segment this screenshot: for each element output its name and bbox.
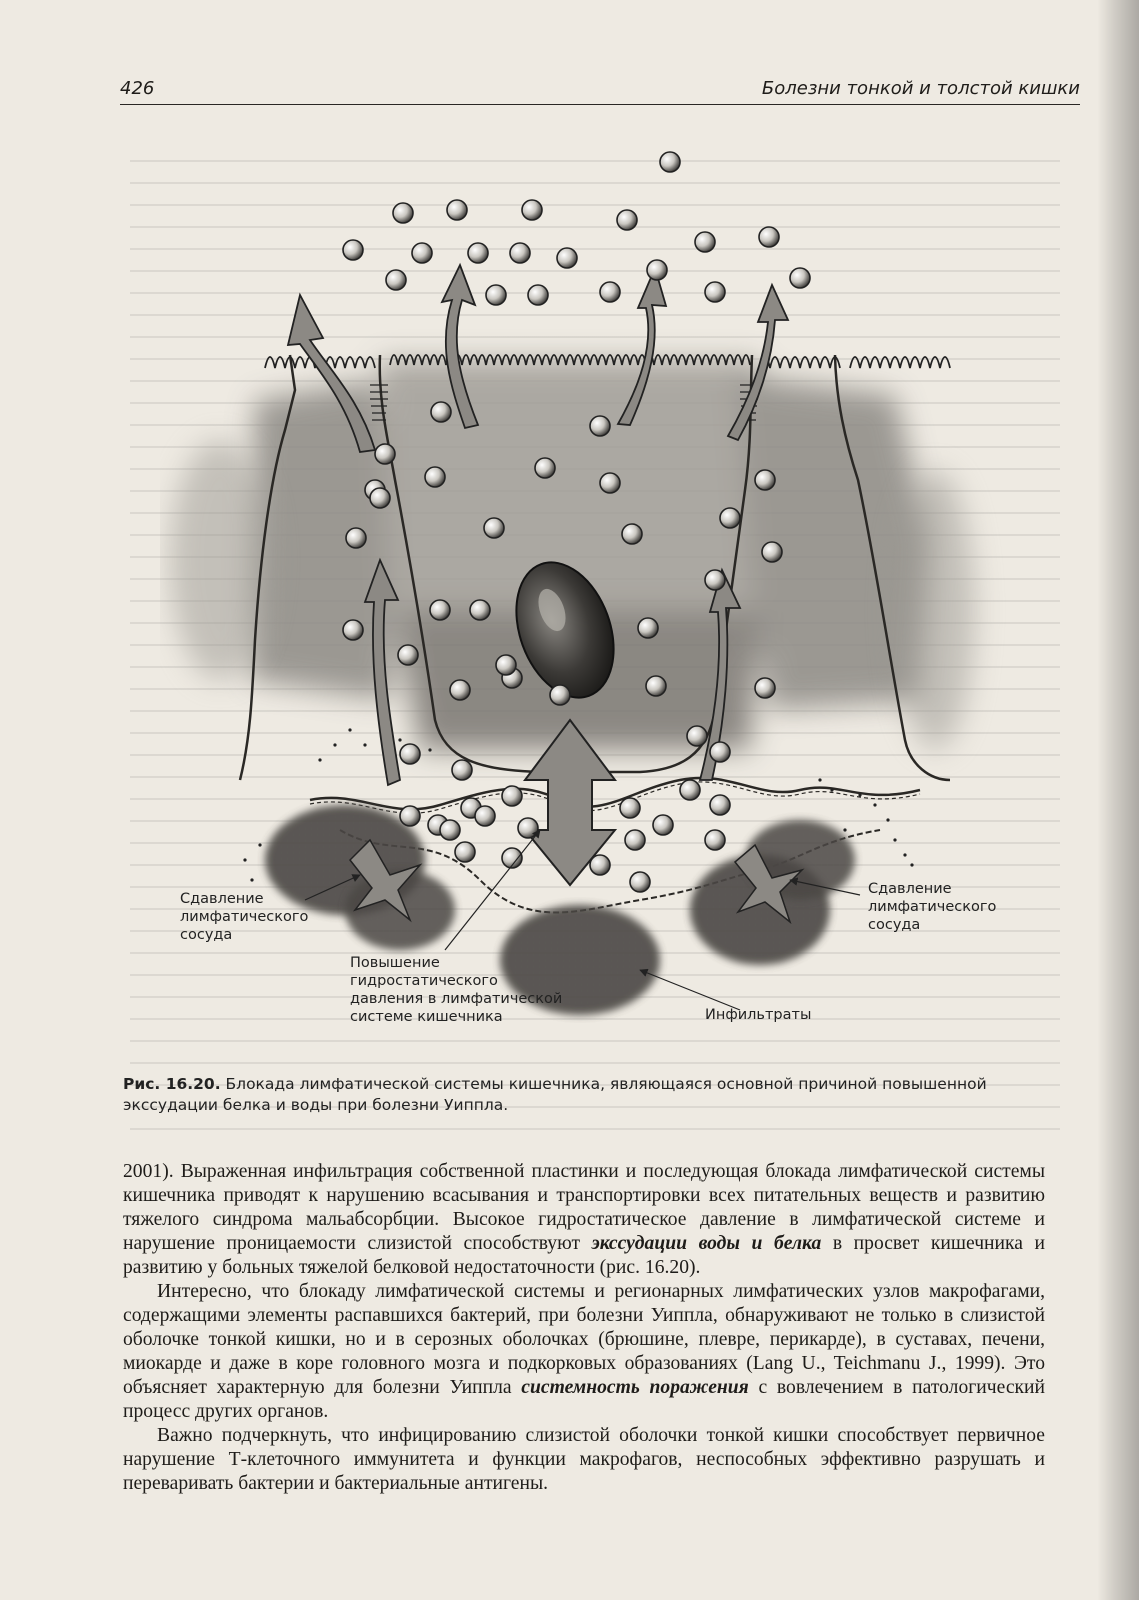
paragraph-1-part-a: 2001). Выраженная инфильтрация собственной пластинки и последующая блокада лимфатической системы кишечника приводят к нарушению всасывания и транспортировки всех питательных веществ и развитию тяжелого синдрома мальабсорбции. Высокое гидростатическое давление в лимфатической системе и нарушение проницаемости слизистой способствуют bbox=[123, 1161, 1045, 1254]
caption-number: Рис. 16.20. bbox=[123, 1075, 221, 1093]
running-title: Болезни тонкой и толстой кишки bbox=[761, 78, 1080, 99]
paragraph-2-part-a: Интересно, что блокаду лимфатической системы и регионарных лимфатических узлов макрофагами, содержащими элементы распавшихся бактерий, при болезни Уиппла, обнаруживают не только в слизистой оболочке тонкой кишки, но и в серозных оболочках (брюшине, плевре, перикарде), в суставах, печени, миокарде и даже в коре головного мозга и подкорковых образованиях (Lang U., Teichmanu J., 1999). Это объясняет характерную для болезни Уиппла bbox=[123, 1281, 1045, 1398]
paragraph-2 bbox=[123, 1280, 1045, 1424]
running-header bbox=[120, 78, 1080, 105]
label-infiltrates: Инфильтраты bbox=[705, 1007, 812, 1023]
page-edge-shadow bbox=[1097, 0, 1139, 1600]
paragraph-1-emphasis: экссудации воды и белка bbox=[591, 1233, 822, 1254]
label-compression-right: Сдавление лимфатического сосуда bbox=[868, 881, 997, 933]
body-text bbox=[123, 1160, 1045, 1496]
paragraph-3: Важно подчеркнуть, что инфицированию слизистой оболочки тонкой кишки способствует первичное нарушение Т-клеточного иммунитета и функции макрофагов, неспособных эффективно разрушать и переваривать бактерии и бактериальные антигены. bbox=[123, 1425, 1045, 1494]
label-compression-left: Сдавление лимфатического сосуда bbox=[180, 891, 309, 943]
figure-lymphatic-blockade bbox=[160, 140, 1060, 1060]
paragraph-2-emphasis: системность поражения bbox=[521, 1377, 749, 1398]
caption-text: Блокада лимфатической системы кишечника, являющаяся основной причиной повышенной экссудации белка и воды при болезни Уиппла. bbox=[123, 1075, 987, 1114]
paragraph-2-part-b: с вовлечением в патологический процесс других органов. bbox=[123, 1377, 1046, 1422]
figure-caption bbox=[123, 1074, 1043, 1116]
paragraph-1-part-b: в просвет кишечника и развитию у больных тяжелой белковой недостаточности (рис. 16.20). bbox=[123, 1233, 1045, 1278]
page-number: 426 bbox=[120, 78, 155, 99]
label-hydrostatic-pressure: Повышение гидростатического давления в лимфатической системе кишечника bbox=[350, 955, 563, 1025]
paragraph-1 bbox=[123, 1160, 1045, 1280]
basement-membrane bbox=[310, 778, 920, 809]
